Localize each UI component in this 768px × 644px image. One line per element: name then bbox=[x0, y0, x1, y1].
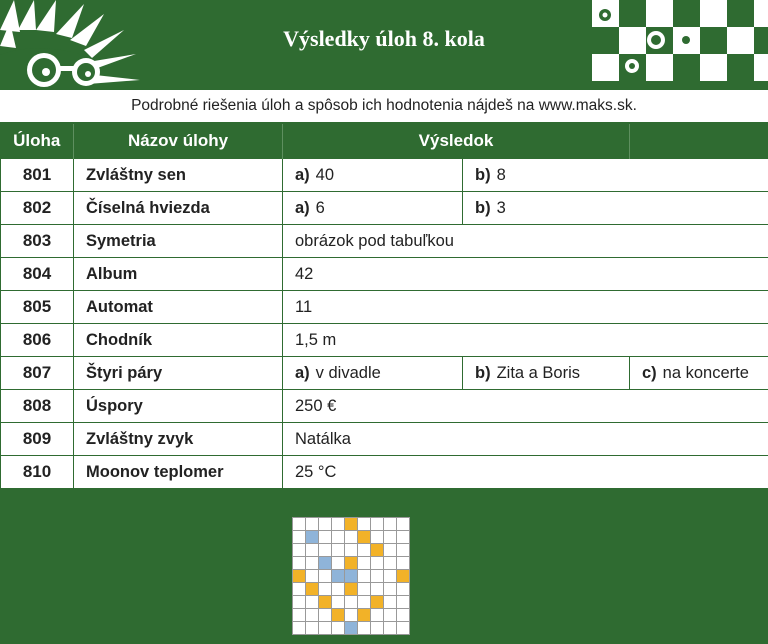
symmetry-grid bbox=[292, 517, 410, 635]
table-row bbox=[1, 456, 768, 489]
grid-cell bbox=[371, 622, 383, 634]
grid-cell bbox=[397, 596, 409, 608]
grid-cell bbox=[319, 622, 331, 634]
result-a-value: 6 bbox=[315, 198, 325, 217]
task-number: 802 bbox=[1, 192, 74, 225]
grid-cell bbox=[345, 544, 357, 556]
header-banner bbox=[0, 0, 768, 90]
grid-cell-orange bbox=[371, 596, 383, 608]
grid-cell bbox=[371, 570, 383, 582]
grid-cell bbox=[319, 544, 331, 556]
grid-cell bbox=[332, 557, 344, 569]
grid-cell bbox=[397, 622, 409, 634]
grid-cell-orange bbox=[345, 518, 357, 530]
grid-cell-orange bbox=[345, 557, 357, 569]
result-value: 1,5 m bbox=[283, 324, 768, 357]
checkerboard-icon bbox=[592, 0, 768, 90]
table-header-row bbox=[1, 124, 768, 159]
grid-cell bbox=[384, 570, 396, 582]
table-row bbox=[1, 423, 768, 456]
table-row bbox=[1, 324, 768, 357]
grid-cell bbox=[384, 531, 396, 543]
result-value: Natálka bbox=[283, 423, 768, 456]
grid-cell-orange bbox=[332, 609, 344, 621]
table-row bbox=[1, 192, 768, 225]
result-b bbox=[463, 357, 630, 390]
grid-cell-orange bbox=[345, 583, 357, 595]
grid-cell bbox=[371, 583, 383, 595]
grid-cell bbox=[384, 544, 396, 556]
table-row bbox=[1, 159, 768, 192]
grid-cell bbox=[306, 518, 318, 530]
grid-cell bbox=[371, 557, 383, 569]
task-number: 804 bbox=[1, 258, 74, 291]
grid-cell-blue bbox=[332, 570, 344, 582]
task-number: 807 bbox=[1, 357, 74, 390]
grid-cell-blue bbox=[345, 622, 357, 634]
grid-cell bbox=[397, 557, 409, 569]
grid-cell bbox=[358, 622, 370, 634]
result-a-label: a) bbox=[295, 165, 310, 184]
grid-cell bbox=[384, 622, 396, 634]
grid-cell bbox=[332, 622, 344, 634]
task-number: 810 bbox=[1, 456, 74, 489]
grid-cell bbox=[306, 609, 318, 621]
grid-cell bbox=[293, 557, 305, 569]
symmetry-solution-figure bbox=[292, 517, 410, 635]
grid-cell bbox=[371, 531, 383, 543]
grid-cell bbox=[306, 557, 318, 569]
results-table bbox=[0, 124, 768, 489]
grid-cell bbox=[384, 518, 396, 530]
result-a bbox=[283, 159, 463, 192]
grid-cell bbox=[397, 544, 409, 556]
task-number: 805 bbox=[1, 291, 74, 324]
grid-cell bbox=[319, 570, 331, 582]
grid-cell bbox=[397, 609, 409, 621]
result-b-label: b) bbox=[475, 165, 491, 184]
grid-cell bbox=[293, 609, 305, 621]
grid-cell bbox=[358, 544, 370, 556]
grid-cell bbox=[332, 518, 344, 530]
grid-cell bbox=[397, 531, 409, 543]
grid-cell bbox=[306, 570, 318, 582]
header-task: Úloha bbox=[1, 124, 74, 159]
grid-cell-orange bbox=[397, 570, 409, 582]
result-c-label: c) bbox=[642, 363, 657, 382]
result-b-label: b) bbox=[475, 363, 491, 382]
table-row bbox=[1, 357, 768, 390]
grid-cell-orange bbox=[319, 596, 331, 608]
grid-cell bbox=[332, 531, 344, 543]
grid-cell bbox=[345, 596, 357, 608]
result-value: obrázok pod tabuľkou bbox=[283, 225, 768, 258]
grid-cell bbox=[293, 583, 305, 595]
task-number: 801 bbox=[1, 159, 74, 192]
task-name: Zvláštny zvyk bbox=[74, 423, 283, 456]
grid-cell bbox=[293, 531, 305, 543]
grid-cell bbox=[306, 544, 318, 556]
task-name: Úspory bbox=[74, 390, 283, 423]
result-value: 42 bbox=[283, 258, 768, 291]
grid-cell bbox=[397, 518, 409, 530]
result-c bbox=[630, 357, 768, 390]
grid-cell bbox=[358, 583, 370, 595]
grid-cell-blue bbox=[306, 531, 318, 543]
grid-cell-orange bbox=[358, 609, 370, 621]
grid-cell bbox=[384, 557, 396, 569]
grid-cell bbox=[293, 544, 305, 556]
result-value: 11 bbox=[283, 291, 768, 324]
task-name: Automat bbox=[74, 291, 283, 324]
grid-cell bbox=[371, 518, 383, 530]
result-a-label: a) bbox=[295, 198, 310, 217]
grid-cell bbox=[384, 583, 396, 595]
grid-cell bbox=[319, 531, 331, 543]
grid-cell-blue bbox=[319, 557, 331, 569]
grid-cell bbox=[306, 596, 318, 608]
task-name: Štyri páry bbox=[74, 357, 283, 390]
result-a bbox=[283, 192, 463, 225]
grid-cell bbox=[358, 570, 370, 582]
header-extra bbox=[630, 124, 768, 159]
result-a-label: a) bbox=[295, 363, 310, 382]
table-row bbox=[1, 225, 768, 258]
grid-cell-orange bbox=[306, 583, 318, 595]
grid-cell bbox=[332, 596, 344, 608]
grid-cell-blue bbox=[345, 570, 357, 582]
grid-cell bbox=[384, 596, 396, 608]
subtitle-text: Podrobné riešenia úloh a spôsob ich hodnotenia nájdeš na www.maks.sk. bbox=[131, 97, 637, 114]
grid-cell-orange bbox=[358, 531, 370, 543]
subtitle-bar bbox=[0, 90, 768, 122]
header-result: Výsledok bbox=[283, 124, 630, 159]
task-name: Číselná hviezda bbox=[74, 192, 283, 225]
grid-cell bbox=[319, 583, 331, 595]
task-name: Chodník bbox=[74, 324, 283, 357]
result-value: 250 € bbox=[283, 390, 768, 423]
grid-cell bbox=[371, 609, 383, 621]
table-row bbox=[1, 390, 768, 423]
result-a-value: 40 bbox=[315, 165, 335, 184]
result-b bbox=[463, 192, 768, 225]
table-row bbox=[1, 291, 768, 324]
page-title: Výsledky úloh 8. kola bbox=[283, 26, 485, 51]
grid-cell bbox=[397, 583, 409, 595]
task-number: 806 bbox=[1, 324, 74, 357]
grid-cell-orange bbox=[371, 544, 383, 556]
grid-cell bbox=[345, 531, 357, 543]
table-row bbox=[1, 258, 768, 291]
result-b-value: 8 bbox=[496, 165, 506, 184]
grid-cell bbox=[358, 596, 370, 608]
grid-cell bbox=[319, 609, 331, 621]
task-name: Moonov teplomer bbox=[74, 456, 283, 489]
grid-cell bbox=[358, 557, 370, 569]
result-b bbox=[463, 159, 768, 192]
header-name: Názov úlohy bbox=[74, 124, 283, 159]
result-value: 25 °C bbox=[283, 456, 768, 489]
grid-cell bbox=[384, 609, 396, 621]
result-b-label: b) bbox=[475, 198, 491, 217]
grid-cell bbox=[332, 583, 344, 595]
result-c-value: na koncerte bbox=[662, 363, 749, 382]
grid-cell bbox=[306, 622, 318, 634]
result-b-value: 3 bbox=[496, 198, 506, 217]
grid-cell bbox=[319, 518, 331, 530]
grid-cell bbox=[332, 544, 344, 556]
grid-cell-orange bbox=[293, 570, 305, 582]
grid-cell bbox=[293, 596, 305, 608]
result-b-value: Zita a Boris bbox=[496, 363, 581, 382]
grid-cell bbox=[293, 622, 305, 634]
task-name: Zvláštny sen bbox=[74, 159, 283, 192]
task-name: Album bbox=[74, 258, 283, 291]
result-a bbox=[283, 357, 463, 390]
task-number: 808 bbox=[1, 390, 74, 423]
grid-cell bbox=[293, 518, 305, 530]
task-number: 809 bbox=[1, 423, 74, 456]
task-name: Symetria bbox=[74, 225, 283, 258]
grid-cell bbox=[358, 518, 370, 530]
grid-cell bbox=[345, 609, 357, 621]
task-number: 803 bbox=[1, 225, 74, 258]
result-a-value: v divadle bbox=[315, 363, 381, 382]
